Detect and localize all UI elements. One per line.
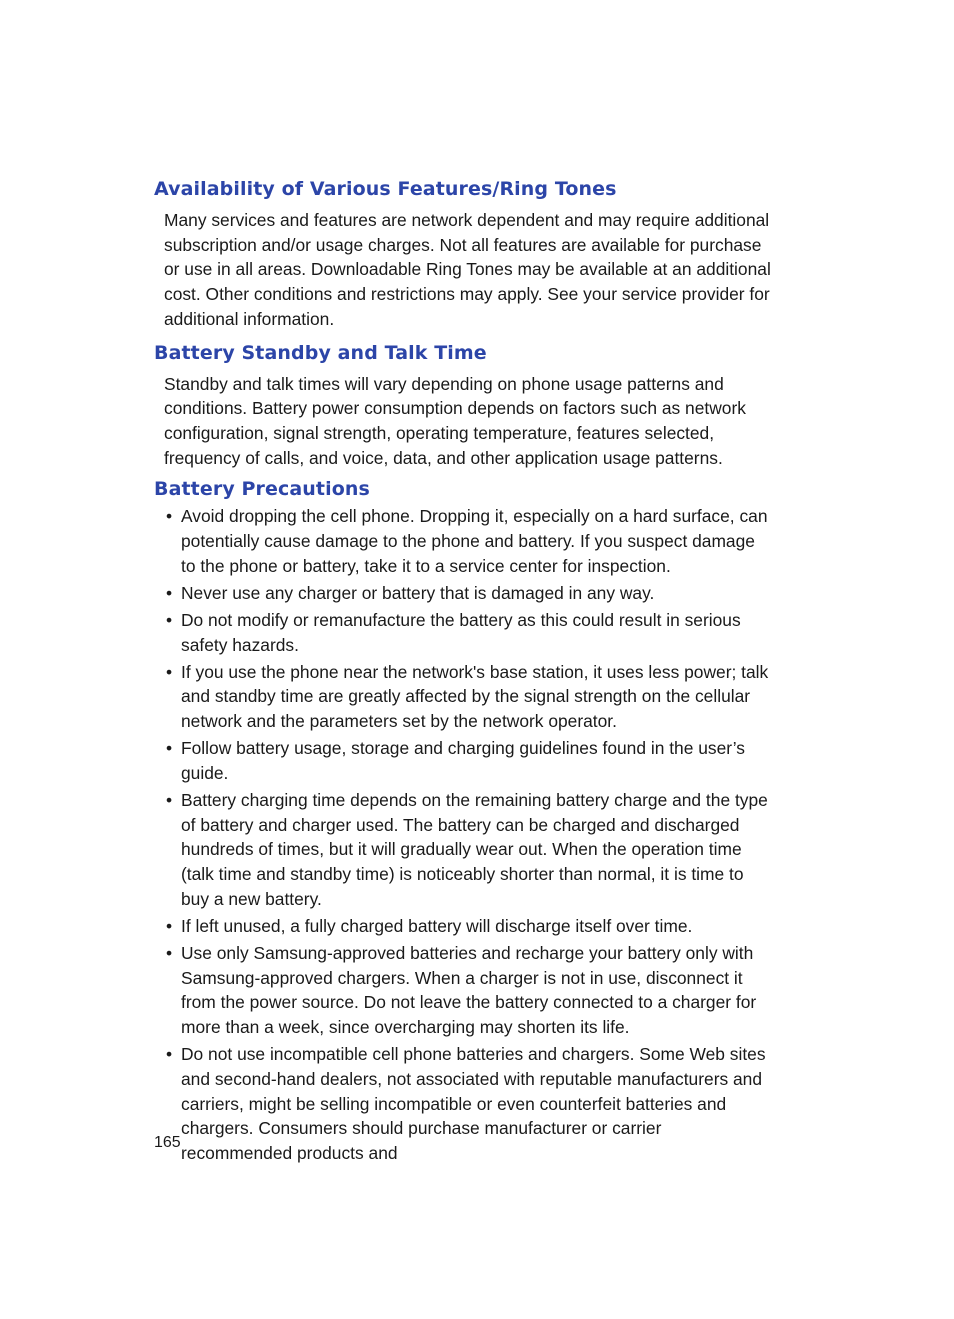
bullet-icon: • xyxy=(166,790,173,811)
list-item xyxy=(166,608,774,657)
section-paragraph: Many services and features are network dependent and may require additional subscription and/or usage charges. Not all features are available for purchase or use in all areas. Downloadable Ring Tones may be available at an additional cost. Other conditions and restrictions may apply. See your service provider for additional information. xyxy=(164,210,771,329)
list-item-text: If left unused, a fully charged battery will discharge itself over time. xyxy=(181,915,693,936)
bullet-icon: • xyxy=(166,609,173,630)
bullet-icon: • xyxy=(166,582,173,603)
section-heading: Battery Standby and Talk Time xyxy=(154,341,487,364)
list-item-text: Battery charging time depends on the remaining battery charge and the type of battery and charger used. The battery can be charged and discharged hundreds of times, but it will gradually wear out. When the operation time (talk time and standby time) is noticeably shorter than normal, it is time to buy a new battery. xyxy=(181,790,768,909)
page-content xyxy=(154,176,774,1168)
list-item xyxy=(166,941,774,1040)
bullet-icon: • xyxy=(166,738,173,759)
bullet-icon: • xyxy=(166,943,173,964)
list-item-text: Avoid dropping the cell phone. Dropping it, especially on a hard surface, can potentially cause damage to the phone and battery. If you suspect damage to the phone or battery, take it to a service center for inspection. xyxy=(181,506,768,576)
section-heading: Availability of Various Features/Ring Tones xyxy=(154,178,617,200)
bullet-icon: • xyxy=(166,915,173,936)
section-battery-precautions xyxy=(154,476,774,1165)
precautions-list xyxy=(166,504,774,1165)
section-paragraph: Standby and talk times will vary depending on phone usage patterns and conditions. Battery power consumption depends on factors such as network configuration, signal strength, operating temperature, features selected, frequency of calls, and voice, data, and other application usage patterns. xyxy=(164,373,746,468)
list-item-text: Do not modify or remanufacture the battery as this could result in serious safety hazards. xyxy=(181,609,741,655)
list-item xyxy=(166,914,774,939)
bullet-icon: • xyxy=(166,1044,173,1065)
section-feature-availability xyxy=(154,176,774,332)
page-number: 165 xyxy=(154,1134,181,1151)
list-item xyxy=(166,1042,774,1166)
list-item-text: Follow battery usage, storage and charging guidelines found in the user’s guide. xyxy=(181,738,745,783)
bullet-icon: • xyxy=(166,661,173,682)
list-item-text: Use only Samsung-approved batteries and recharge your battery only with Samsung-approved chargers. When a charger is not in use, disconnect it from the power source. Do not leave the battery connected to a charger for more than a week, since overcharging may shorten its life. xyxy=(181,943,757,1038)
bullet-icon: • xyxy=(166,506,173,527)
list-item xyxy=(166,736,774,785)
list-item-text: Do not use incompatible cell phone batteries and chargers. Some Web sites and second-hand dealers, not associated with reputable manufacturers and carriers, might be selling incompatible or even counterfeit batteries and chargers. Consumers should purchase manufacturer or carrier recommended products and xyxy=(181,1044,766,1164)
section-heading: Battery Precautions xyxy=(154,478,370,501)
section-battery-standby xyxy=(154,340,774,471)
list-item xyxy=(166,660,774,734)
list-item xyxy=(166,581,774,606)
list-item-text: Never use any charger or battery that is damaged in any way. xyxy=(181,582,655,603)
list-item xyxy=(166,504,774,578)
list-item-text: If you use the phone near the network's base station, it uses less power; talk and standby time are greatly affected by the signal strength on the cellular network and the parameters set by the network operator. xyxy=(181,661,769,732)
list-item xyxy=(166,788,774,912)
